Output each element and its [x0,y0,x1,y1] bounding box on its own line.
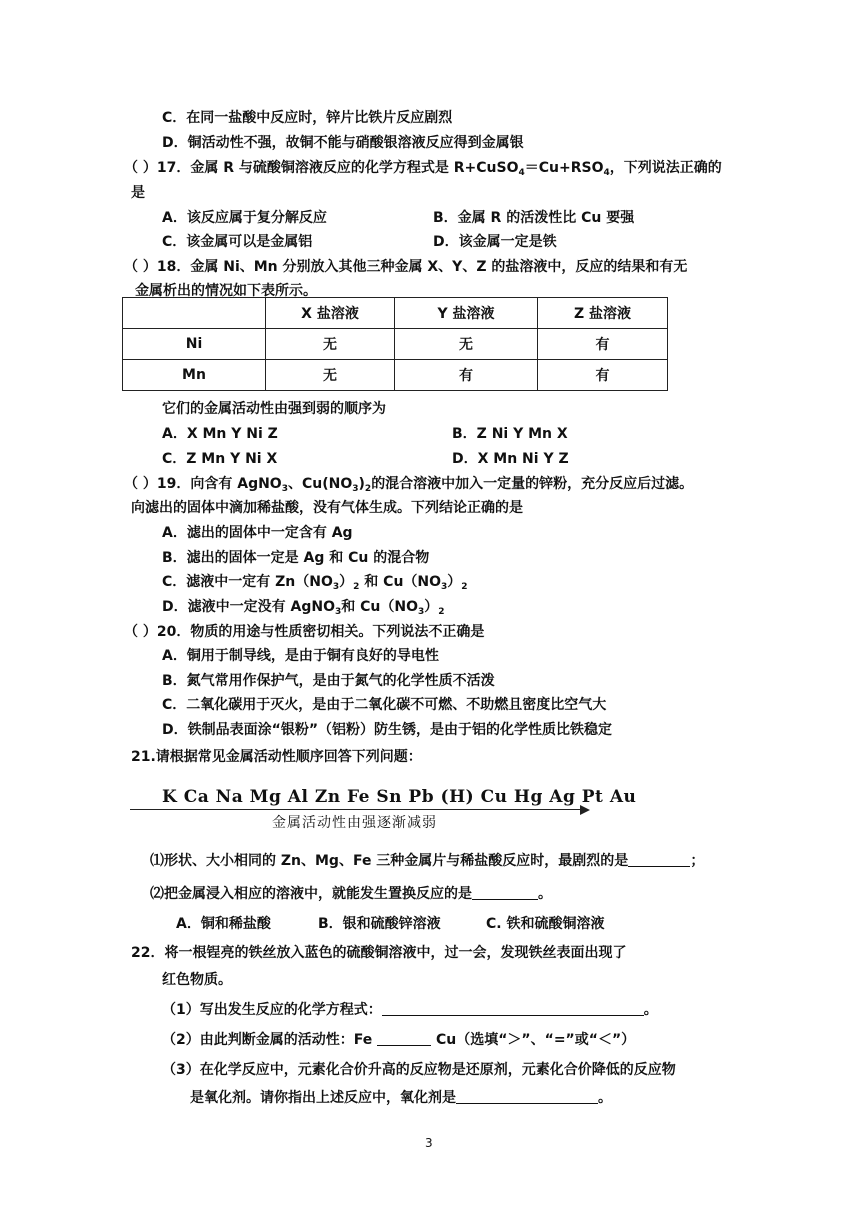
table-cell: 有 [395,360,538,391]
q18-stem-cont: 金属析出的情况如下表所示。 [135,283,317,299]
activity-series: K Ca Na Mg Al Zn Fe Sn Pb (H) Cu Hg Ag Pt Au [162,787,637,807]
table-cell: Mn [123,360,266,391]
q21-title: 21.请根据常见金属活动性顺序回答下列问题： [131,749,422,765]
q20-stem: （ ）20．物质的用途与性质密切相关。下列说法不正确是 [124,624,485,640]
q17-stem-cont: 是 [131,185,145,201]
page-number: 3 [425,1136,433,1150]
q17-stem: （ ）17．金属 R 与硫酸铜溶液反应的化学方程式是 $R+CuSO_4=Cu+RSO_4$，下列说法正确的 [124,160,722,178]
q21-part2: ⑵把金属浸入相应的溶液中，就能发生置换反应的是 。 [150,886,552,902]
q18-option-c: C．Z Mn Y Ni X [162,451,278,467]
table-header-cell: Y 盐溶液 [395,298,538,329]
q16-option-d: D．铜活动性不强，故铜不能与硝酸银溶液反应得到金属银 [162,135,524,151]
answer-blank[interactable] [628,852,690,867]
arrow-line [130,809,582,810]
arrow-head-icon [580,805,590,815]
activity-series-caption: 金属活动性由强逐渐减弱 [272,815,437,831]
table-cell: 有 [538,329,668,360]
table-cell: Ni [123,329,266,360]
q18-stem: （ ）18．金属 Ni、Mn 分别放入其他三种金属 X、Y、Z 的盐溶液中，反应的结果和有无 [124,259,688,275]
q19-option-d: D．滤液中一定没有 AgNO$_3$和 $Cu(NO_3)_2$ [162,599,445,617]
q17-option-c: C．该金属可以是金属铝 [162,234,313,250]
q21-part1: ⑴形状、大小相同的 Zn、Mg、Fe 三种金属片与稀盐酸反应时，最剧烈的是 ； [150,853,705,869]
q20-option-c: C．二氧化碳用于灭火，是由于二氧化碳不可燃、不助燃且密度比空气大 [162,697,607,713]
answer-blank[interactable] [472,885,538,900]
answer-bracket: （ ） [124,476,157,492]
q19-stem: （ ）19．向含有 AgNO$_3$、$Cu(NO_3)_2$的混合溶液中加入一定量的锌粉，充分反应后过滤。 [124,476,694,494]
reaction-table [122,297,668,391]
answer-bracket: （ ） [124,160,157,176]
q18-option-b: B．Z Ni Y Mn X [452,426,568,442]
q20-option-d: D．铁制品表面涂“银粉”（铝粉）防生锈，是由于铝的化学性质比铁稳定 [162,722,613,738]
table-header-cell [123,298,266,329]
answer-blank[interactable] [456,1089,598,1104]
table-cell: 无 [266,329,395,360]
q18-option-d: D．X Mn Ni Y Z [452,451,569,467]
q21-option-c: C. 铁和硫酸铜溶液 [486,916,605,932]
q18-option-a: A．X Mn Y Ni Z [162,426,278,442]
q21-option-a: A．铜和稀盐酸 [176,916,271,932]
table-header-row [123,298,668,329]
q22-title-cont: 红色物质。 [162,972,232,988]
table-cell: 有 [538,360,668,391]
table-header-cell: X 盐溶液 [266,298,395,329]
q18-question: 它们的金属活动性由强到弱的顺序为 [162,401,386,417]
q19-option-a: A．滤出的固体中一定含有 Ag [162,525,353,541]
q22-part2: （2）由此判断金属的活动性：Fe Cu（选填“＞”、“=”或“＜”） [162,1032,636,1048]
q17-option-d: D．该金属一定是铁 [433,234,557,250]
table-header-cell: Z 盐溶液 [538,298,668,329]
answer-bracket: （ ） [124,259,157,275]
table-row [123,329,668,360]
q19-option-c: C．滤液中一定有 $Zn(NO_3)_2$ 和 $Cu(NO_3)_2$ [162,574,468,592]
q21-option-b: B．银和硫酸锌溶液 [318,916,441,932]
q16-option-c: C．在同一盐酸中反应时，锌片比铁片反应剧烈 [162,110,453,126]
q20-option-b: B．氮气常用作保护气，是由于氮气的化学性质不活泼 [162,673,495,689]
table-cell: 无 [266,360,395,391]
answer-blank[interactable] [382,1001,644,1016]
q19-stem-cont: 向滤出的固体中滴加稀盐酸，没有气体生成。下列结论正确的是 [131,500,523,516]
answer-blank[interactable] [377,1031,431,1046]
q22-title: 22．将一根锃亮的铁丝放入蓝色的硫酸铜溶液中，过一会，发现铁丝表面出现了 [131,945,627,961]
answer-bracket: （ ） [124,624,157,640]
q17-option-a: A．该反应属于复分解反应 [162,210,327,226]
table-cell: 无 [395,329,538,360]
q17-option-b: B．金属 R 的活泼性比 Cu 要强 [433,210,635,226]
table-row [123,360,668,391]
q22-part3: （3）在化学反应中，元素化合价升高的反应物是还原剂，元素化合价降低的反应物 [162,1062,676,1078]
q22-part1: （1）写出发生反应的化学方程式： 。 [162,1002,658,1018]
q22-part3-cont: 是氧化剂。请你指出上述反应中，氧化剂是 。 [190,1090,612,1106]
q20-option-a: A．铜用于制导线，是由于铜有良好的导电性 [162,648,439,664]
q19-option-b: B．滤出的固体一定是 Ag 和 Cu 的混合物 [162,550,430,566]
